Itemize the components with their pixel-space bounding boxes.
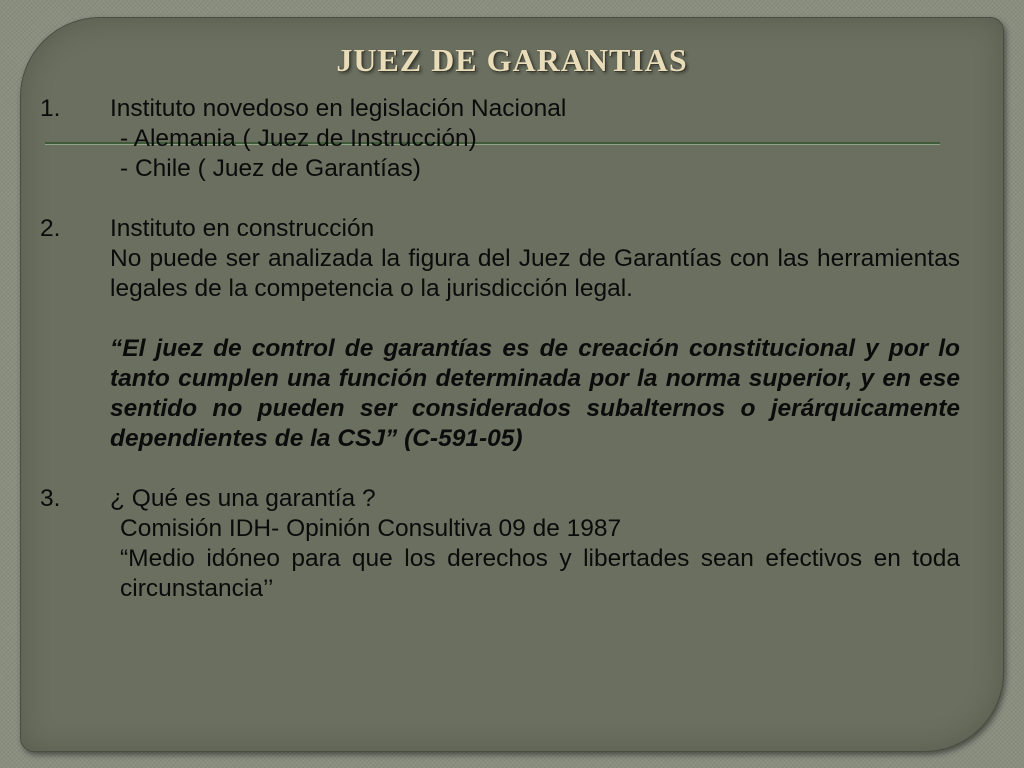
item-number: 1. <box>40 95 61 122</box>
court-quote: “El juez de control de garantías es de creación constitucional y por lo tanto cumplen una función determinada por la norma superior, y en ese sentido no pueden ser considerados subalternos o jerárquicamente dependientes de la CSJ” (C-591-05) <box>110 335 960 452</box>
item-number: 3. <box>40 485 61 512</box>
item-body <box>110 214 960 454</box>
sub-item-germany: - Alemania ( Juez de Instrucción) <box>120 125 477 152</box>
item-paragraph: No puede ser analizada la figura del Juez de Garantías con las herramientas legales de la competencia o la jurisdicción legal. <box>110 245 960 302</box>
item-body <box>110 484 960 604</box>
item-body <box>110 94 960 184</box>
list-item-3 <box>40 484 960 604</box>
item-heading: Instituto novedoso en legislación Nacional <box>110 95 567 122</box>
sub-item-chile: - Chile ( Juez de Garantías) <box>120 155 421 182</box>
item-quote: “Medio idóneo para que los derechos y libertades sean efectivos en toda circunstancia’’ <box>120 545 960 602</box>
spacer <box>40 454 960 484</box>
spacer <box>40 184 960 214</box>
item-source: Comisión IDH- Opinión Consultiva 09 de 1987 <box>120 515 622 542</box>
list-item-1 <box>40 94 960 184</box>
slide-content <box>40 94 960 604</box>
slide-title: JUEZ DE GARANTIAS <box>336 42 688 78</box>
list-item-2 <box>40 214 960 454</box>
item-number: 2. <box>40 215 61 242</box>
item-heading: ¿ Qué es una garantía ? <box>110 485 376 512</box>
item-heading: Instituto en construcción <box>110 215 375 242</box>
